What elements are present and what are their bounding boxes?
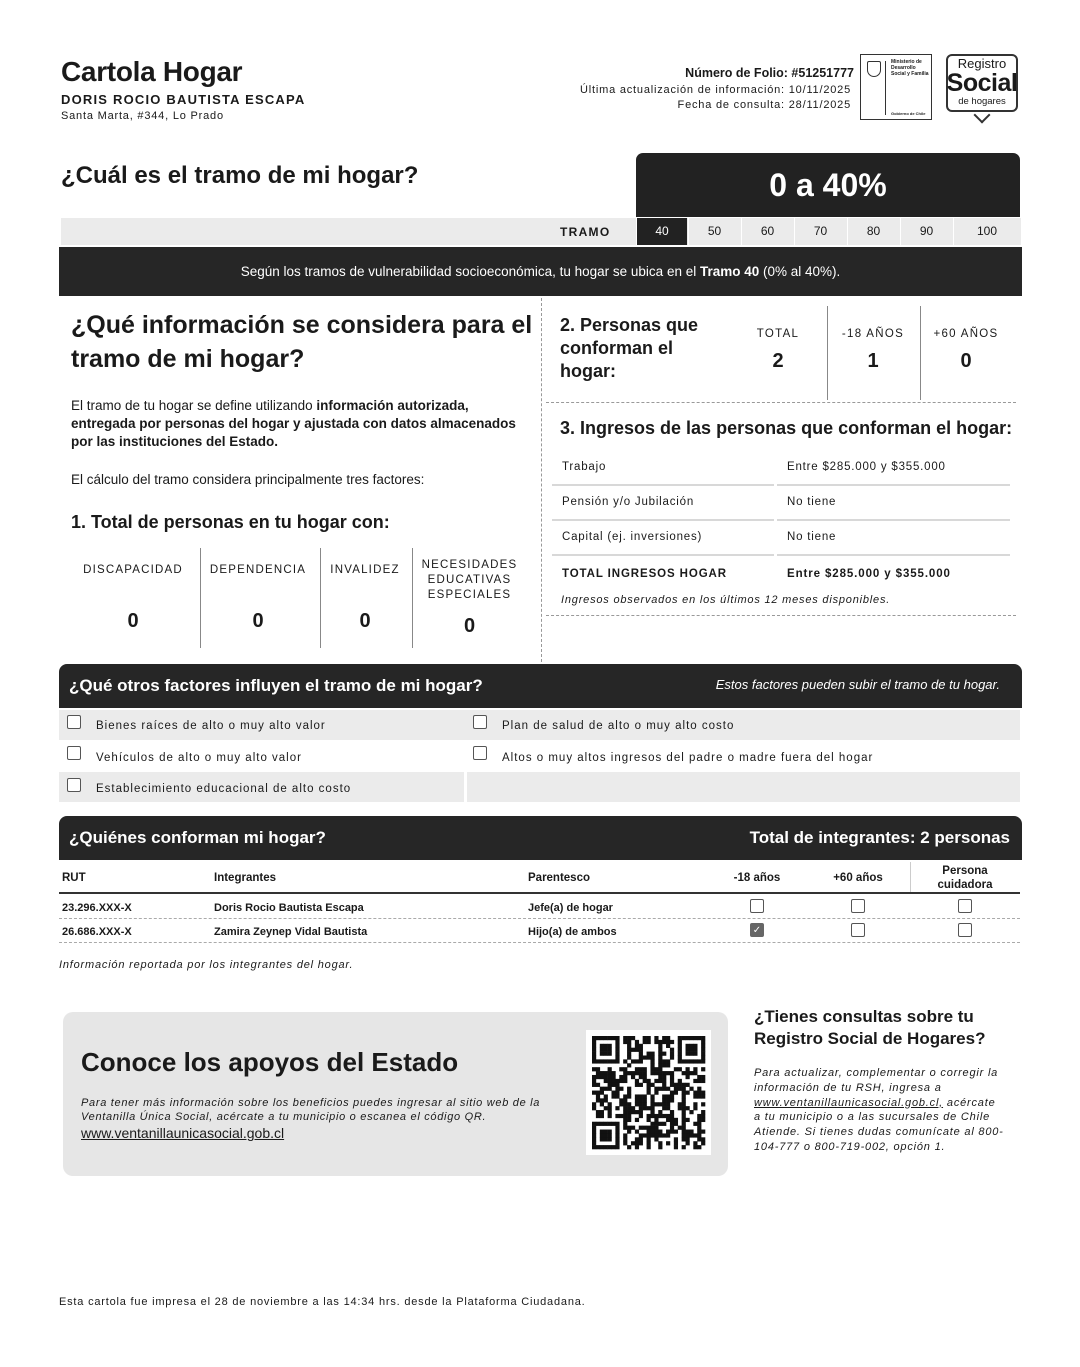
owner-name: DORIS ROCIO BAUTISTA ESCAPA — [61, 92, 306, 107]
folio-number: Número de Folio: #51251777 — [685, 66, 854, 80]
otros-factores-subtitle: Estos factores pueden subir el tramo de tu hogar. — [715, 677, 1000, 692]
tramo-label: TRAMO — [560, 225, 611, 239]
apoyos-text: Para tener más información sobre los beneficios puedes ingresar al sitio web de la Ventanilla Única Social, acércate a tu municipio o escanea el código QR. — [81, 1097, 541, 1123]
info-factors-intro: El cálculo del tramo considera principalmente tres factores: — [71, 472, 425, 487]
col-parentesco: Parentesco — [528, 872, 591, 884]
owner-address: Santa Marta, #344, Lo Prado — [61, 110, 224, 122]
last-update: Última actualización de información: 10/11/2025 — [580, 84, 851, 96]
row2-over60-checkbox — [851, 923, 865, 937]
ingresos-note: Ingresos observados en los últimos 12 meses disponibles. — [561, 594, 891, 606]
col-cuidadora: Persona cuidadora — [937, 865, 993, 891]
checkbox-vehiculos — [67, 746, 81, 760]
factor-nee: NECESIDADES EDUCATIVAS ESPECIALES 0 — [421, 559, 518, 637]
factor-dependencia: DEPENDENCIA 0 — [209, 564, 307, 632]
col-rut: RUT — [62, 872, 86, 884]
rsh-logo-line2: Social — [946, 69, 1018, 97]
factor-establecimiento: Establecimiento educacional de alto costo — [96, 783, 352, 795]
row1-rut: 23.296.XXX-X — [62, 902, 132, 914]
personas-over60: +60 AÑOS 0 — [933, 328, 999, 372]
row2-under18-checkbox-checked: ✓ — [750, 923, 764, 937]
tramo-cell-100: 100 — [953, 218, 1020, 245]
checkbox-plan-salud — [473, 715, 487, 729]
row1-under18-checkbox — [750, 899, 764, 913]
personas-total: TOTAL 2 — [756, 328, 800, 372]
coat-of-arms-icon — [867, 61, 881, 77]
tramo-banner: Según los tramos de vulnerabilidad socioeconómica, tu hogar se ubica en el Tramo 40 (0% al 40%). — [59, 247, 1022, 296]
apoyos-link[interactable]: www.ventanillaunicasocial.gob.cl — [81, 1125, 285, 1141]
tramo-cell-40: 40 — [636, 218, 687, 245]
tramo-value: 0 a 40% — [636, 153, 1020, 217]
factor1-title: 1. Total de personas en tu hogar con: — [71, 512, 390, 532]
ministry-logo-footer: Gobierno de Chile — [891, 111, 926, 116]
rsh-logo — [942, 54, 1022, 124]
row2-name: Zamira Zeynep Vidal Bautista — [214, 926, 368, 938]
personas-title: 2. Personas que conforman el hogar: — [560, 315, 699, 381]
consultas-text: Para actualizar, complementar o corregir la información de tu RSH, ingresa a www.ventanillaunicasocial.gob.cl, acércate a tu municipio o a las sucursales de Chile Atiende. Si tienes dudas comunícate al 800-104-777 o 800-719-002, opción 1. — [754, 1067, 1004, 1153]
otros-factores-title: ¿Qué otros factores influyen el tramo de mi hogar? — [69, 676, 483, 695]
rsh-logo-line1: Registro — [957, 56, 1007, 71]
consult-date: Fecha de consulta: 28/11/2025 — [677, 99, 851, 111]
ingreso-row: Pensión y/o Jubilación No tiene — [562, 496, 837, 508]
row2-rut: 26.686.XXX-X — [62, 926, 132, 938]
hogar-note: Información reportada por los integrantes del hogar. — [59, 959, 354, 971]
factor-plan-salud: Plan de salud de alto o muy alto costo — [502, 720, 735, 732]
tramo-question: ¿Cuál es el tramo de mi hogar? — [61, 162, 419, 189]
ingreso-row: Trabajo Entre $285.000 y $355.000 — [562, 461, 946, 473]
col-integrantes: Integrantes — [214, 872, 276, 884]
factor-ingresos-padres: Altos o muy altos ingresos del padre o madre fuera del hogar — [502, 752, 874, 764]
page-title: Cartola Hogar — [61, 56, 243, 87]
tramo-cell-80: 80 — [847, 218, 899, 245]
col-under18: -18 años — [733, 872, 781, 884]
row1-relation: Jefe(a) de hogar — [528, 902, 613, 914]
rsh-logo-line3: de hogares — [958, 96, 1006, 107]
ministry-logo-text: Ministerio de Desarrollo Social y Familia — [891, 59, 929, 77]
factor-invalidez: INVALIDEZ 0 — [330, 564, 400, 632]
apoyos-title: Conoce los apoyos del Estado — [81, 1047, 459, 1077]
factor-vehiculos: Vehículos de alto o muy alto valor — [96, 752, 302, 764]
consultas-link[interactable]: www.ventanillaunicasocial.gob.cl, — [754, 1096, 944, 1109]
info-paragraph: El tramo de tu hogar se define utilizando información autorizada, entregada por personas del hogar y ajustada con datos almacenados por las instituciones del Estado. — [71, 398, 516, 449]
print-footer: Esta cartola fue impresa el 28 de noviembre a las 14:34 hrs. desde la Plataforma Ciudadana. — [59, 1296, 586, 1308]
col-over60: +60 años — [833, 872, 883, 884]
tramo-cell-90: 90 — [900, 218, 952, 245]
checkbox-establecimiento — [67, 778, 81, 792]
factor-discapacidad: DISCAPACIDAD 0 — [83, 564, 183, 632]
ministry-logo — [860, 54, 932, 120]
tramo-cell-60: 60 — [741, 218, 793, 245]
otros-factores-header — [59, 664, 1022, 708]
ingresos-title: 3. Ingresos de las personas que conforman el hogar: — [560, 418, 1013, 438]
hogar-title: ¿Quiénes conforman mi hogar? — [69, 828, 326, 847]
row1-name: Doris Rocio Bautista Escapa — [214, 902, 364, 914]
checkbox-ingresos-padres — [473, 746, 487, 760]
ingresos-total-label: TOTAL INGRESOS HOGAR — [562, 568, 727, 580]
hogar-total: Total de integrantes: 2 personas — [749, 828, 1010, 847]
qr-code-icon[interactable] — [586, 1030, 711, 1155]
row2-relation: Hijo(a) de ambos — [528, 926, 617, 938]
checkbox-bienes-raices — [67, 715, 81, 729]
hogar-header — [59, 816, 1022, 860]
ingresos-total-value: Entre $285.000 y $355.000 — [787, 568, 951, 580]
factor-bienes-raices: Bienes raíces de alto o muy alto valor — [96, 720, 326, 732]
ingreso-row: Capital (ej. inversiones) No tiene — [562, 531, 837, 543]
info-question: ¿Qué información se considera para el tramo de mi hogar? — [71, 311, 533, 373]
row2-caregiver-checkbox — [958, 923, 972, 937]
row1-caregiver-checkbox — [958, 899, 972, 913]
personas-under18: -18 AÑOS 1 — [841, 328, 905, 372]
consultas-title: ¿Tienes consultas sobre tu Registro Social de Hogares? — [754, 1007, 986, 1048]
row1-over60-checkbox — [851, 899, 865, 913]
tramo-cell-50: 50 — [688, 218, 740, 245]
tramo-cell-70: 70 — [794, 218, 846, 245]
